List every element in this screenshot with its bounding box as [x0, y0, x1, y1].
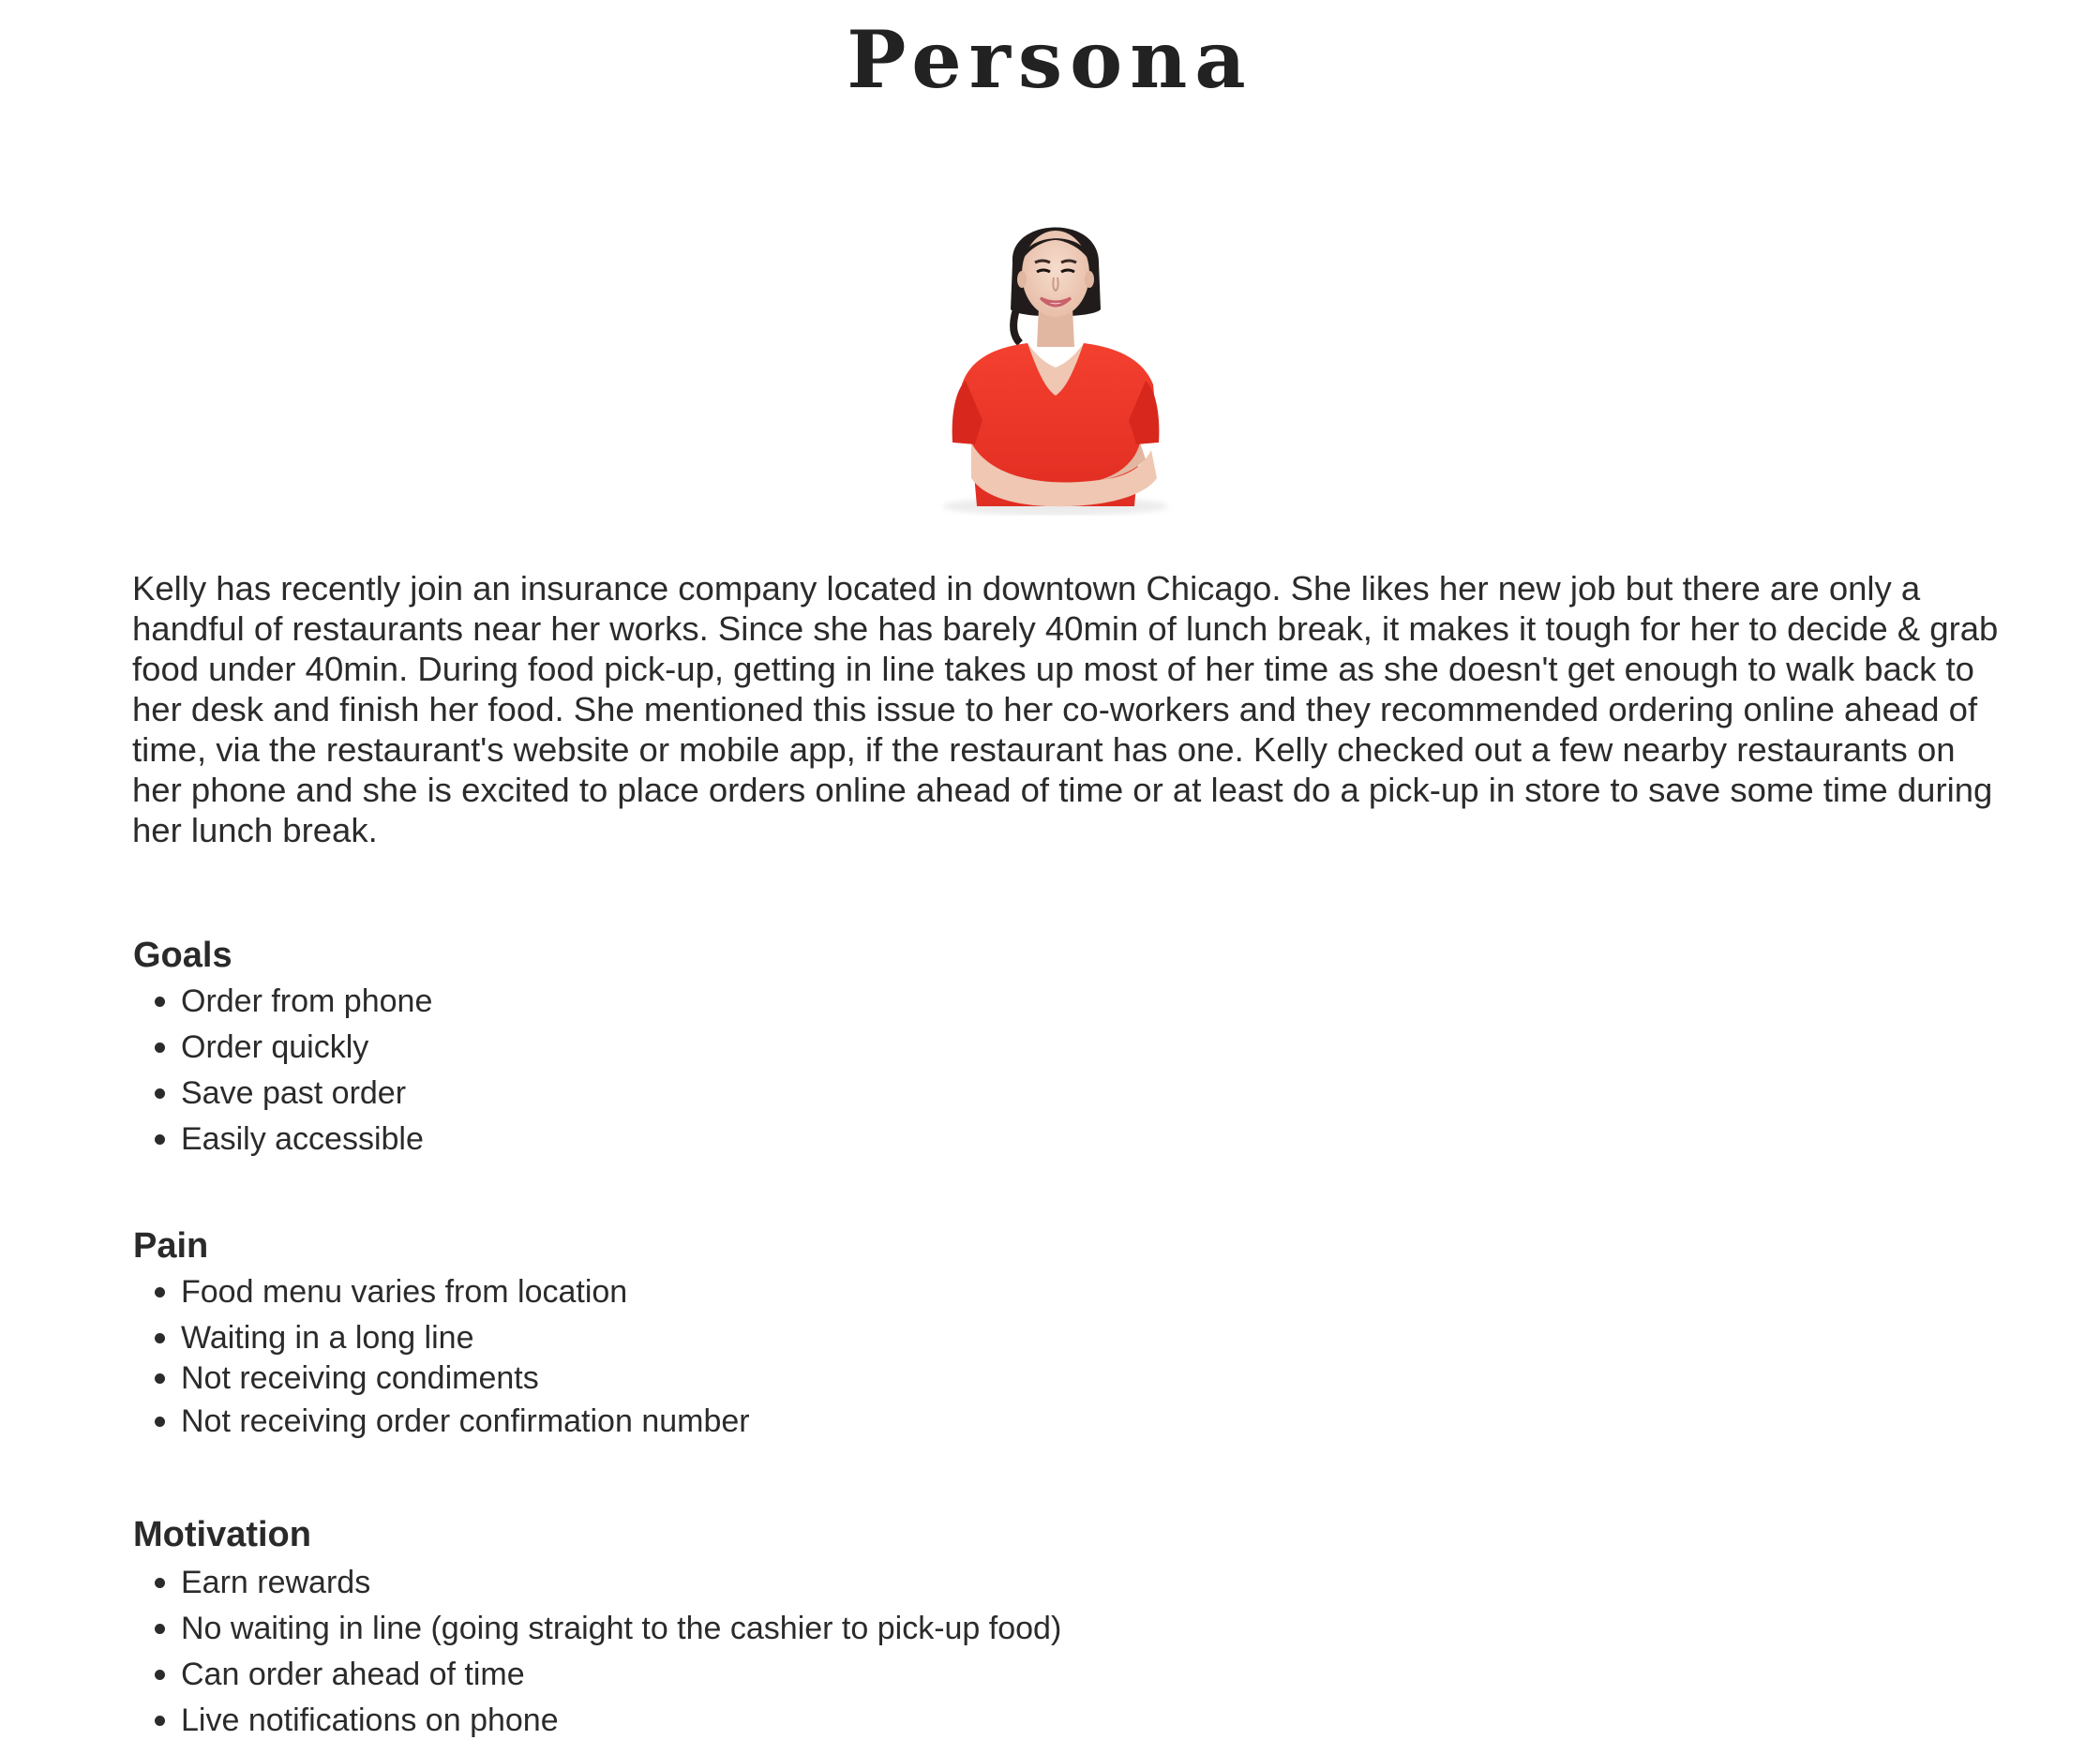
bullet-icon	[155, 1373, 165, 1384]
motivation-heading: Motivation	[133, 1515, 311, 1554]
bullet-icon	[155, 1042, 165, 1053]
bullet-icon	[155, 1716, 165, 1726]
bullet-icon	[155, 997, 165, 1007]
bullet-icon	[155, 1088, 165, 1099]
bullet-icon	[155, 1417, 165, 1427]
bullet-icon	[155, 1624, 165, 1634]
pain-heading: Pain	[133, 1226, 209, 1266]
bullet-icon	[155, 1134, 165, 1145]
bullet-icon	[155, 1578, 165, 1588]
persona-portrait-image	[934, 197, 1178, 516]
page-title: Persona	[847, 13, 1253, 106]
persona-portrait	[934, 197, 1178, 516]
bullet-icon	[155, 1287, 165, 1298]
bullet-icon	[155, 1333, 165, 1343]
bullet-icon	[155, 1670, 165, 1680]
persona-bio: Kelly has recently join an insurance company located in downtown Chicago. She likes her new job but there are only a handful of restaurants near her works. Since she has barely 40min of lunch break, it makes it tough for her to decide & grab food under 40min. During food pick-up, getting in line takes up most of her time as she doesn't get enough to walk back to her desk and finish her food. She mentioned this issue to her co-workers and they recommended ordering online ahead of time, via the restaurant's website or mobile app, if the restaurant has one. Kelly checked out a few nearby restaurants on her phone and she is excited to place orders online ahead of time or at least do a pick-up in store to save some time during her lunch break.	[132, 569, 1999, 849]
goals-heading: Goals	[133, 936, 232, 975]
